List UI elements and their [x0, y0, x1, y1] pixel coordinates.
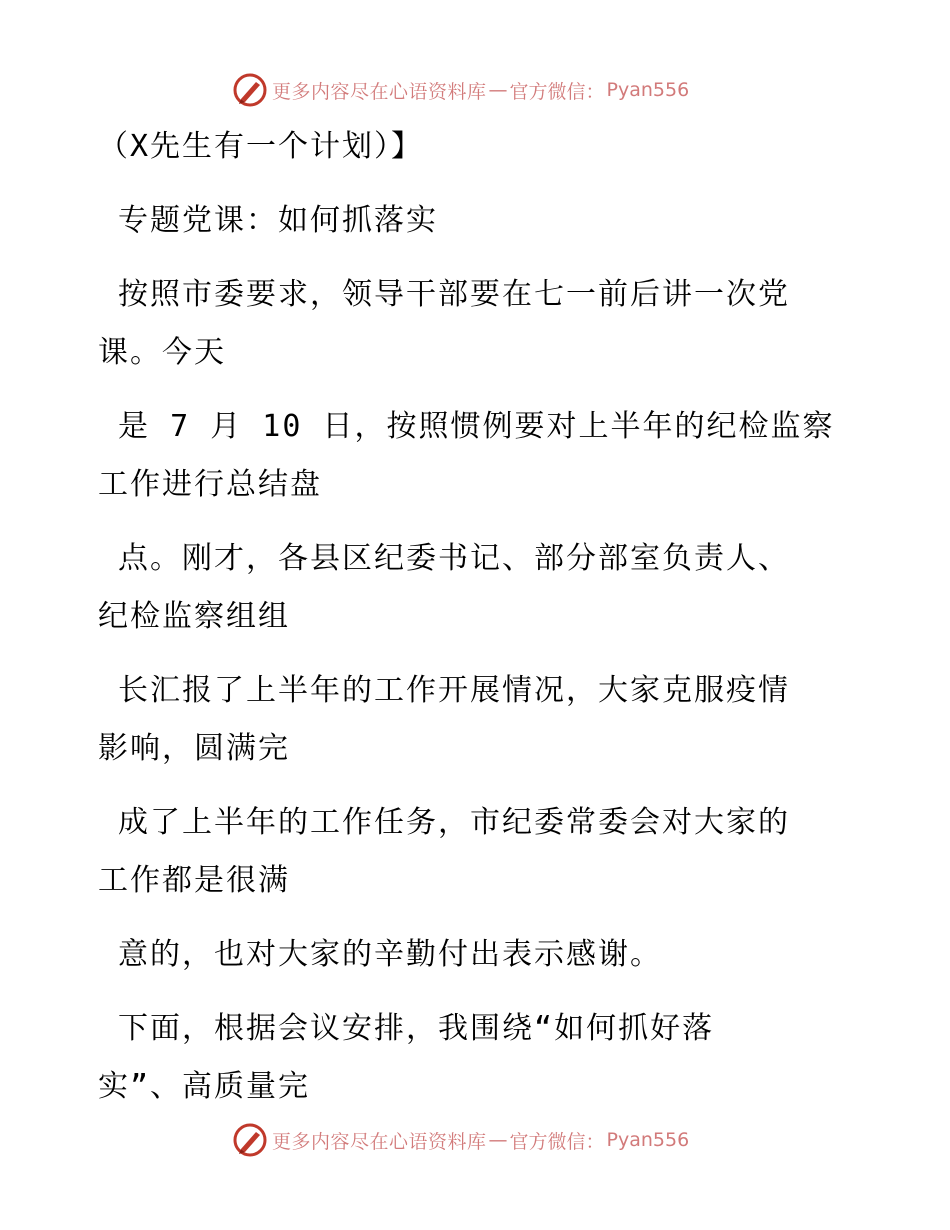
- text-line: 影响，圆满完: [98, 731, 290, 766]
- watermark-account: Pyan556: [606, 79, 690, 101]
- pen-logo-icon: [232, 72, 268, 108]
- text-line: 是 7 月 10 日，按照惯例要对上半年的纪检监察: [98, 409, 835, 444]
- watermark-suffix: 官方微信：: [509, 80, 605, 103]
- text-line: 纪检监察组组: [98, 599, 290, 634]
- text-line: 专题党课：如何抓落实: [98, 203, 439, 238]
- watermark-header: [232, 70, 689, 110]
- text-line: 课。今天: [98, 335, 226, 370]
- text-line: 实”、高质量完: [98, 1069, 311, 1104]
- text-line: （X先生有一个计划）】: [98, 129, 424, 164]
- text-line: 意的，也对大家的辛勤付出表示感谢。: [98, 937, 663, 972]
- watermark-text: 更多内容尽在心语资料库: [272, 1130, 487, 1153]
- text-line: 按照市委要求，领导干部要在七一前后讲一次党: [98, 277, 791, 312]
- text-line: 工作进行总结盘: [98, 467, 322, 502]
- text-line: 点。刚才，各县区纪委书记、部分部室负责人、: [98, 541, 791, 576]
- watermark-suffix: 官方微信：: [509, 1130, 605, 1153]
- watermark-dash: —: [488, 1129, 508, 1151]
- text-line: 成了上半年的工作任务，市纪委常委会对大家的: [98, 805, 791, 840]
- pen-logo-icon: [232, 1122, 268, 1158]
- text-line: 下面，根据会议安排，我围绕“如何抓好落: [98, 1011, 715, 1046]
- text-line: 工作都是很满: [98, 863, 290, 898]
- watermark-account: Pyan556: [606, 1129, 690, 1151]
- text-line: 长汇报了上半年的工作开展情况，大家克服疫情: [98, 673, 791, 708]
- watermark-dash: —: [488, 79, 508, 101]
- watermark-text: 更多内容尽在心语资料库: [272, 80, 487, 103]
- watermark-footer: [232, 1120, 689, 1160]
